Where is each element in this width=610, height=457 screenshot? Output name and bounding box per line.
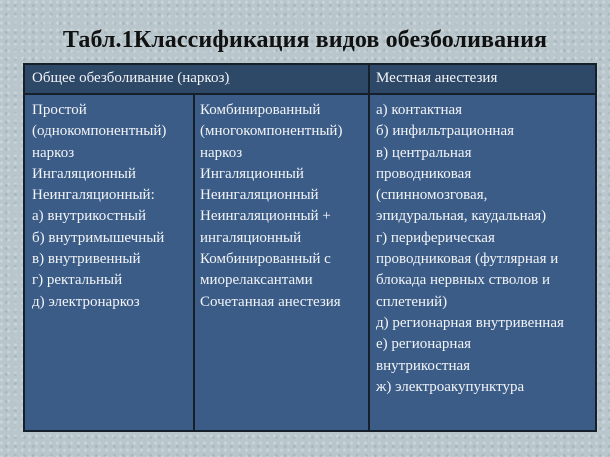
cell-line: наркоз bbox=[200, 144, 243, 161]
column-divider-1 bbox=[193, 95, 195, 430]
cell-line: б) инфильтрационная bbox=[376, 123, 514, 140]
cell-line: проводниковая (футлярная и bbox=[376, 251, 559, 268]
cell-line: наркоз bbox=[32, 144, 75, 161]
cell-line: Сочетанная анестезия bbox=[200, 293, 341, 310]
cell-line: г) ректальный bbox=[32, 272, 123, 289]
cell-line: в) внутривенный bbox=[32, 251, 141, 268]
cell-line: ж) электроакупунктура bbox=[376, 378, 525, 395]
cell-line: сплетений) bbox=[376, 293, 448, 310]
cell-line: проводниковая bbox=[376, 165, 472, 182]
cell-line: д) электронаркоз bbox=[32, 293, 140, 310]
cell-line: Ингаляционный bbox=[32, 165, 136, 182]
cell-simple-anesthesia bbox=[32, 100, 166, 313]
cell-line: (многокомпонентный) bbox=[200, 123, 343, 140]
cell-line: в) центральная bbox=[376, 144, 472, 161]
column-divider-2 bbox=[368, 65, 370, 430]
cell-line: Неингаляционный: bbox=[32, 187, 155, 204]
cell-line: Комбинированный с bbox=[200, 251, 331, 268]
header-local-anesthesia: Местная анестезия bbox=[376, 70, 498, 86]
cell-line: а) внутрикостный bbox=[32, 208, 147, 225]
classification-table bbox=[23, 63, 597, 432]
header-general-close: ) bbox=[224, 70, 230, 86]
cell-line: ингаляционный bbox=[200, 229, 302, 246]
cell-line: внутрикостная bbox=[376, 357, 471, 374]
cell-line: (спинномозговая, bbox=[376, 187, 488, 204]
cell-line: эпидуральная, каудальная) bbox=[376, 208, 547, 225]
cell-combined-anesthesia bbox=[200, 100, 342, 313]
cell-line: миорелаксантами bbox=[200, 272, 313, 289]
cell-line: Неингаляционный + bbox=[200, 208, 331, 225]
cell-line: Ингаляционный bbox=[200, 165, 304, 182]
cell-line: (однокомпонентный) bbox=[32, 123, 167, 140]
cell-line: Комбинированный bbox=[200, 102, 321, 118]
cell-line: Простой bbox=[32, 102, 87, 118]
cell-line: а) контактная bbox=[376, 102, 463, 118]
cell-line: б) внутримышечный bbox=[32, 229, 165, 246]
page-title: Табл.1Классификация видов обезболивания bbox=[62, 27, 548, 53]
header-general-anesthesia bbox=[32, 70, 229, 87]
cell-line: г) периферическая bbox=[376, 229, 495, 246]
cell-line: д) регионарная внутривенная bbox=[376, 314, 564, 331]
cell-line: Неингаляционный bbox=[200, 187, 319, 204]
cell-line: блокада нервных стволов и bbox=[376, 272, 550, 289]
header-divider bbox=[25, 93, 595, 95]
cell-local-anesthesia bbox=[376, 100, 564, 398]
header-general-label: Общее обезболивание (наркоз bbox=[32, 70, 225, 86]
cell-line: е) регионарная bbox=[376, 336, 472, 353]
